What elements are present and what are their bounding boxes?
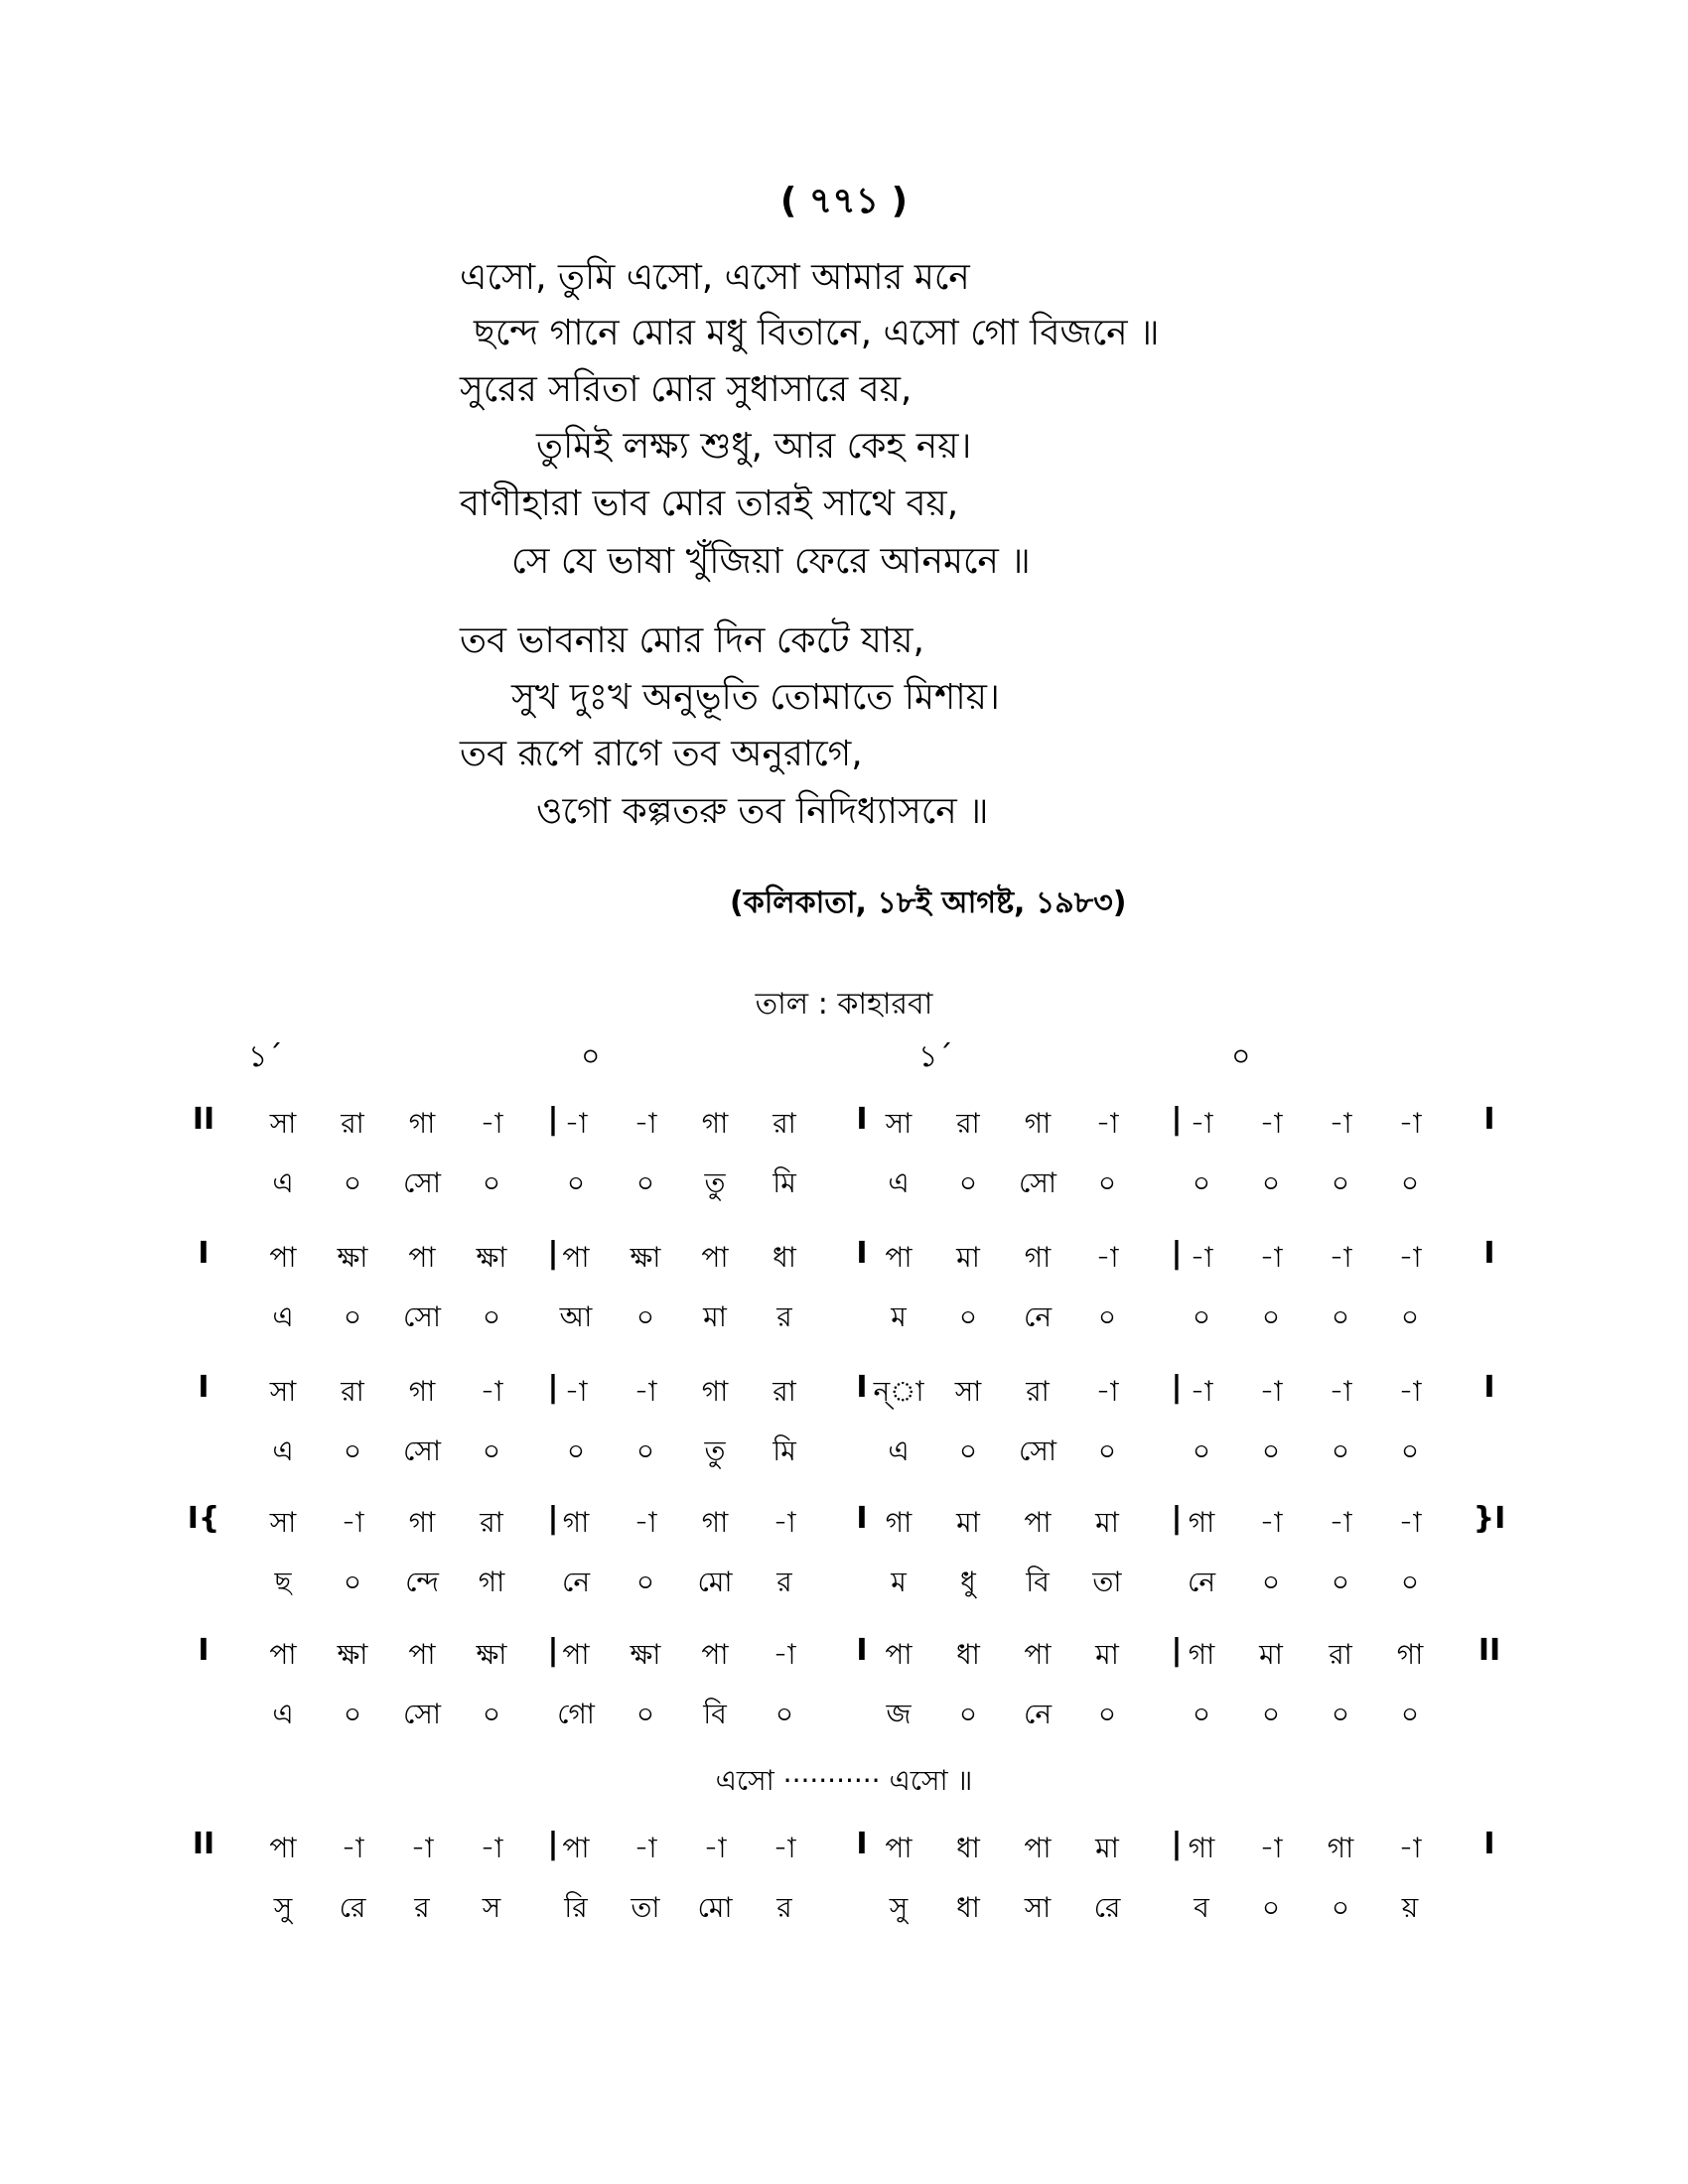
lyric-cell: ০: [343, 1698, 362, 1730]
note-cell: মা: [1095, 1638, 1119, 1671]
poem-line: তুমিই লক্ষ্য শুধু, আর কেহ নয়।: [536, 426, 972, 467]
lyric-cell: ০: [635, 1698, 655, 1730]
beat-mark: ০: [1231, 1039, 1251, 1074]
note-cell: গা: [408, 1375, 436, 1408]
lyric-cell: তা: [1092, 1566, 1122, 1598]
note-cell: -া: [1095, 1375, 1119, 1408]
lyric-cell: সো: [403, 1300, 441, 1333]
note-cell: গা: [701, 1506, 729, 1539]
poem-line: সুরের সরিতা মোর সুধাসারে বয়,: [460, 369, 913, 410]
lyric-cell: ০: [1261, 1166, 1281, 1199]
notation-row: [0, 1501, 1688, 1620]
note-cell: সা: [885, 1107, 913, 1140]
lyric-cell: ০: [635, 1434, 655, 1467]
lyric-cell: নে: [561, 1566, 591, 1598]
note-cell: -া: [1190, 1107, 1213, 1140]
lyric-cell: নে: [1023, 1698, 1053, 1730]
lyric-cell: সু: [273, 1891, 293, 1924]
note-cell: -া: [480, 1832, 503, 1864]
lyric-cell: সো: [403, 1698, 441, 1730]
note-cell: পা: [562, 1638, 590, 1671]
lyric-cell: ০: [566, 1434, 586, 1467]
bar-line-open: II: [192, 1102, 215, 1137]
lyric-cell: স: [482, 1891, 501, 1924]
lyric-cell: ০: [1097, 1300, 1117, 1333]
lyric-cell: ০: [1192, 1698, 1211, 1730]
lyric-cell: তু: [704, 1166, 726, 1199]
note-cell: পা: [1024, 1506, 1052, 1539]
notation-row: [0, 1827, 1688, 1946]
bar-line-open: I: [198, 1370, 210, 1405]
note-cell: মা: [956, 1241, 980, 1274]
poem-line: এসো, তুমি এসো, এসো আমার মনে: [460, 257, 970, 298]
note-cell: পা: [701, 1638, 729, 1671]
note-cell: পা: [408, 1241, 436, 1274]
lyric-cell: ০: [1192, 1166, 1211, 1199]
lyric-cell: রে: [1093, 1891, 1121, 1924]
note-cell: রা: [773, 1375, 796, 1408]
note-cell: সা: [269, 1506, 297, 1539]
lyric-cell: ০: [343, 1166, 362, 1199]
lyric-cell: ০: [635, 1300, 655, 1333]
lyric-cell: ০: [1331, 1698, 1350, 1730]
lyric-cell: ধা: [956, 1891, 980, 1924]
note-cell: পা: [269, 1241, 297, 1274]
note-cell: রা: [341, 1107, 364, 1140]
note-cell: -া: [1329, 1506, 1352, 1539]
note-cell: -া: [1329, 1241, 1352, 1274]
bar-line-close: I: [1483, 1236, 1495, 1271]
beat-mark: ১´: [918, 1039, 953, 1074]
date-line: (কলিকাতা, ১৮ই আগষ্ট, ১৯৮৩): [730, 886, 1127, 920]
bar-separator: |: [1171, 1633, 1183, 1668]
bar-separator: |: [1171, 1236, 1183, 1271]
note-cell: -া: [564, 1375, 588, 1408]
lyric-cell: ০: [1261, 1566, 1281, 1598]
note-cell: -া: [1095, 1107, 1119, 1140]
note-cell: -া: [1190, 1241, 1213, 1274]
note-cell: গা: [1327, 1832, 1354, 1864]
note-cell: -া: [633, 1832, 657, 1864]
lyric-cell: রি: [564, 1891, 588, 1924]
lyric-cell: ০: [1400, 1434, 1420, 1467]
note-cell: -া: [1398, 1375, 1422, 1408]
lyric-cell: ০: [1400, 1166, 1420, 1199]
bar-separator: |: [547, 1827, 559, 1861]
lyric-cell: ০: [635, 1566, 655, 1598]
poem-line: তব রূপে রাগে তব অনুরাগে,: [460, 734, 863, 774]
note-cell: গা: [562, 1506, 590, 1539]
note-cell: পা: [885, 1832, 913, 1864]
bar-line-open: I: [198, 1236, 210, 1271]
note-cell: পা: [408, 1638, 436, 1671]
note-cell: -া: [1398, 1506, 1422, 1539]
bar-separator: |: [1171, 1370, 1183, 1405]
lyric-cell: মা: [703, 1300, 727, 1333]
bar-separator: |: [1171, 1102, 1183, 1137]
lyric-cell: ০: [958, 1166, 978, 1199]
note-cell: ক্ষা: [630, 1638, 661, 1671]
note-cell: রা: [1026, 1375, 1050, 1408]
lyric-cell: ০: [1331, 1166, 1350, 1199]
lyric-cell: ন্দে: [405, 1566, 439, 1598]
note-cell: গা: [408, 1107, 436, 1140]
lyric-cell: বি: [703, 1698, 727, 1730]
note-cell: ক্ষা: [630, 1241, 661, 1274]
note-cell: গা: [1188, 1506, 1215, 1539]
lyric-cell: ০: [482, 1166, 501, 1199]
note-cell: ক্ষা: [337, 1638, 368, 1671]
note-cell: -া: [341, 1506, 364, 1539]
bar-line-close: I: [1483, 1827, 1495, 1861]
lyric-cell: এ: [888, 1166, 910, 1199]
lyric-cell: সো: [403, 1434, 441, 1467]
lyric-cell: ০: [1400, 1300, 1420, 1333]
note-cell: গা: [1024, 1241, 1052, 1274]
note-cell: পা: [885, 1638, 913, 1671]
note-cell: রা: [773, 1107, 796, 1140]
lyric-cell: ০: [1261, 1434, 1281, 1467]
lyric-cell: ০: [958, 1434, 978, 1467]
note-cell: পা: [269, 1638, 297, 1671]
lyric-cell: ০: [1331, 1300, 1350, 1333]
note-cell: রা: [480, 1506, 503, 1539]
note-cell: -া: [1259, 1241, 1283, 1274]
note-cell: ধা: [956, 1832, 980, 1864]
lyric-cell: নে: [1187, 1566, 1216, 1598]
note-cell: পা: [701, 1241, 729, 1274]
notation-row: [0, 1102, 1688, 1221]
note-cell: পা: [885, 1241, 913, 1274]
note-cell: গা: [1188, 1638, 1215, 1671]
lyric-cell: ছ: [274, 1566, 292, 1598]
note-cell: -া: [1259, 1506, 1283, 1539]
lyric-cell: ০: [1261, 1891, 1281, 1924]
note-cell: গা: [885, 1506, 913, 1539]
note-cell: -া: [773, 1506, 796, 1539]
lyric-cell: সু: [889, 1891, 909, 1924]
lyric-cell: ধু: [960, 1566, 976, 1598]
lyric-cell: গা: [478, 1566, 505, 1598]
note-cell: সা: [954, 1375, 982, 1408]
lyric-cell: র: [776, 1566, 792, 1598]
note-cell: গা: [1024, 1107, 1052, 1140]
lyric-cell: আ: [559, 1300, 593, 1333]
lyric-cell: ০: [343, 1300, 362, 1333]
lyric-cell: ০: [1331, 1434, 1350, 1467]
bar-line-close: }I: [1473, 1501, 1506, 1536]
bar-separator: I: [856, 1236, 868, 1271]
lyric-cell: ০: [343, 1434, 362, 1467]
note-cell: পা: [562, 1241, 590, 1274]
note-cell: সা: [269, 1107, 297, 1140]
lyric-cell: ০: [482, 1300, 501, 1333]
lyric-cell: ০: [1097, 1434, 1117, 1467]
note-cell: -া: [1259, 1107, 1283, 1140]
beat-mark: ০: [581, 1039, 601, 1074]
lyric-cell: ০: [1097, 1698, 1117, 1730]
lyric-cell: গো: [557, 1698, 595, 1730]
note-cell: -া: [633, 1107, 657, 1140]
note-cell: ক্ষা: [476, 1638, 507, 1671]
lyric-cell: ০: [958, 1698, 978, 1730]
note-cell: রা: [341, 1375, 364, 1408]
note-cell: -া: [1329, 1107, 1352, 1140]
bar-separator: I: [856, 1370, 868, 1405]
lyric-cell: সো: [1019, 1166, 1056, 1199]
lyric-cell: ০: [1097, 1166, 1117, 1199]
lyric-cell: এ: [888, 1434, 910, 1467]
poem-line: সুখ দুঃখ অনুভূতি তোমাতে মিশায়।: [511, 677, 1000, 718]
lyric-cell: এ: [272, 1166, 294, 1199]
note-cell: -া: [633, 1506, 657, 1539]
beat-mark: ১´: [248, 1039, 283, 1074]
lyric-cell: মি: [773, 1434, 796, 1467]
lyric-cell: র: [414, 1891, 430, 1924]
note-cell: -া: [341, 1832, 364, 1864]
note-cell: ক্ষা: [476, 1241, 507, 1274]
note-cell: মা: [956, 1506, 980, 1539]
note-cell: মা: [1095, 1832, 1119, 1864]
lyric-cell: ০: [1192, 1300, 1211, 1333]
note-cell: পা: [1024, 1832, 1052, 1864]
note-cell: মা: [1095, 1506, 1119, 1539]
bar-separator: |: [1171, 1501, 1183, 1536]
poem-line: ওগো কল্পতরু তব নিদিধ্যাসনে ॥: [536, 791, 989, 832]
lyric-cell: র: [776, 1891, 792, 1924]
lyric-cell: ০: [482, 1698, 501, 1730]
note-cell: পা: [269, 1832, 297, 1864]
bar-separator: I: [856, 1827, 868, 1861]
note-cell: -া: [410, 1832, 434, 1864]
note-cell: সা: [269, 1375, 297, 1408]
lyric-cell: নে: [1023, 1300, 1053, 1333]
note-cell: -া: [633, 1375, 657, 1408]
bar-separator: I: [856, 1633, 868, 1668]
lyric-cell: ০: [482, 1434, 501, 1467]
lyric-cell: ০: [1261, 1698, 1281, 1730]
note-cell: -া: [1329, 1375, 1352, 1408]
note-cell: গা: [408, 1506, 436, 1539]
note-cell: -া: [1095, 1241, 1119, 1274]
poem-line: ছন্দে গানে মোর মধু বিতানে, এসো গো বিজনে ॥: [474, 313, 1160, 353]
lyric-cell: এ: [272, 1434, 294, 1467]
notation-row: [0, 1370, 1688, 1489]
note-cell: -া: [1398, 1832, 1422, 1864]
note-cell: গা: [1188, 1832, 1215, 1864]
note-cell: গা: [701, 1107, 729, 1140]
lyric-cell: তু: [704, 1434, 726, 1467]
bar-separator: |: [547, 1102, 559, 1137]
note-cell: ধা: [773, 1241, 796, 1274]
note-cell: -া: [1259, 1832, 1283, 1864]
bar-line-open: II: [192, 1827, 215, 1861]
lyric-cell: ম: [891, 1300, 907, 1333]
lyric-cell: রে: [339, 1891, 366, 1924]
lyric-cell: ০: [566, 1166, 586, 1199]
note-cell: -া: [703, 1832, 727, 1864]
note-cell: ক্ষা: [337, 1241, 368, 1274]
note-cell: -া: [773, 1832, 796, 1864]
lyric-cell: বি: [1026, 1566, 1050, 1598]
lyric-cell: ০: [1400, 1698, 1420, 1730]
bar-line-close: I: [1483, 1102, 1495, 1137]
note-cell: -া: [564, 1107, 588, 1140]
note-cell: পা: [1024, 1638, 1052, 1671]
lyric-cell: ০: [635, 1166, 655, 1199]
note-cell: -া: [773, 1638, 796, 1671]
notation-row: [0, 1236, 1688, 1355]
lyric-cell: ০: [343, 1566, 362, 1598]
bar-separator: |: [547, 1370, 559, 1405]
note-cell: রা: [1329, 1638, 1352, 1671]
lyric-cell: য়: [1401, 1891, 1419, 1924]
beat-marks: [0, 1032, 1688, 1072]
note-cell: মা: [1259, 1638, 1283, 1671]
repeat-marker: এসো ··········· এসো ॥: [715, 1764, 973, 1797]
note-cell: ন্‌া: [873, 1375, 924, 1408]
taal-label: তাল : কাহারবা: [755, 987, 933, 1022]
lyric-cell: ০: [958, 1300, 978, 1333]
note-cell: -া: [1398, 1241, 1422, 1274]
lyric-cell: মো: [697, 1891, 733, 1924]
lyric-cell: ব: [1194, 1891, 1209, 1924]
lyric-cell: জ: [886, 1698, 912, 1730]
lyric-cell: ০: [1192, 1434, 1211, 1467]
note-cell: ধা: [956, 1638, 980, 1671]
lyric-cell: ম: [891, 1566, 907, 1598]
note-cell: -া: [1398, 1107, 1422, 1140]
note-cell: গা: [701, 1375, 729, 1408]
lyric-cell: ০: [1400, 1566, 1420, 1598]
lyric-cell: র: [776, 1300, 792, 1333]
bar-separator: I: [856, 1501, 868, 1536]
lyric-cell: সো: [403, 1166, 441, 1199]
bar-separator: I: [856, 1102, 868, 1137]
poem-line: তব ভাবনায় মোর দিন কেটে যায়,: [460, 620, 924, 661]
lyric-cell: এ: [272, 1300, 294, 1333]
bar-separator: |: [547, 1236, 559, 1271]
bar-line-open: I{: [187, 1501, 220, 1536]
bar-separator: |: [1171, 1827, 1183, 1861]
poem-line: সে যে ভাষা খুঁজিয়া ফেরে আনমনে ॥: [511, 541, 1031, 582]
note-cell: -া: [1190, 1375, 1213, 1408]
note-cell: -া: [480, 1375, 503, 1408]
bar-line-close: II: [1477, 1633, 1501, 1668]
bar-line-close: I: [1483, 1370, 1495, 1405]
page-number: ( ৭৭১ ): [779, 181, 909, 221]
note-cell: পা: [562, 1832, 590, 1864]
note-cell: -া: [1259, 1375, 1283, 1408]
lyric-cell: ০: [774, 1698, 794, 1730]
lyric-cell: তা: [631, 1891, 660, 1924]
bar-line-open: I: [198, 1633, 210, 1668]
lyric-cell: মি: [773, 1166, 796, 1199]
bar-separator: |: [547, 1633, 559, 1668]
lyric-cell: সা: [1024, 1891, 1052, 1924]
poem-line: বাণীহারা ভাব মোর তারই সাথে বয়,: [460, 483, 959, 524]
lyric-cell: এ: [272, 1698, 294, 1730]
notation-row: [0, 1633, 1688, 1752]
lyric-cell: সো: [1019, 1434, 1056, 1467]
lyric-cell: ০: [1261, 1300, 1281, 1333]
note-cell: গা: [1396, 1638, 1424, 1671]
note-cell: রা: [956, 1107, 980, 1140]
bar-separator: |: [547, 1501, 559, 1536]
note-cell: -া: [480, 1107, 503, 1140]
lyric-cell: মো: [697, 1566, 733, 1598]
lyric-cell: ০: [1331, 1891, 1350, 1924]
lyric-cell: ০: [1331, 1566, 1350, 1598]
